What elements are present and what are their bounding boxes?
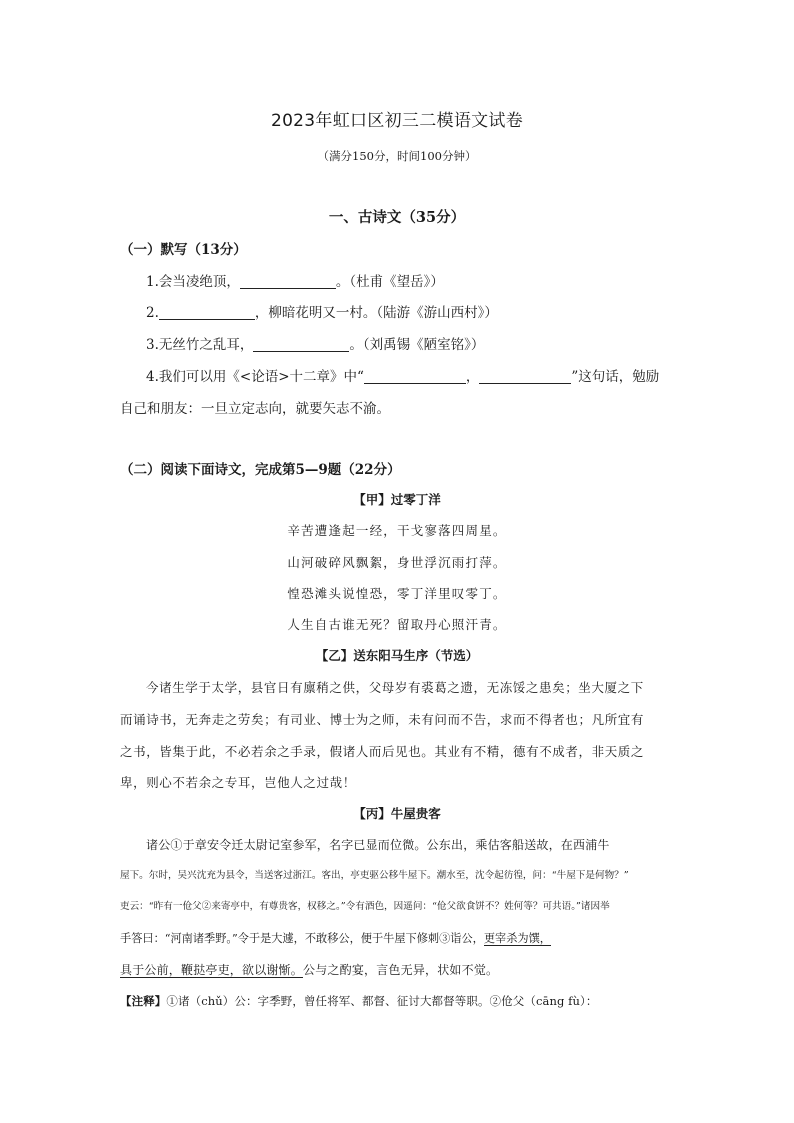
footnote — [120, 993, 598, 1009]
poem-line: 山河破碎风飘絮，身世浮沉雨打萍。 — [287, 555, 507, 570]
passage-yi-title: 【乙】送东阳马生序（节选） — [315, 648, 479, 663]
footnote-text: ①诸（chǔ）公：字季野，曾任将军、都督、征讨大都督等职。②伧父（cāng fù）： — [166, 994, 598, 1008]
passage-yi-line: 之书，皆集于此，不必若余之手录，假诸人而后见也。其业有不精，德有不成者，非天质之 — [120, 744, 645, 759]
q1-text-before: 1.会当凌绝顶， — [146, 274, 240, 290]
q2-text-before: 2. — [146, 305, 159, 321]
answer-blank — [159, 305, 255, 320]
passage-bing-text: 手答曰：“河南诸季野。”令于是大遽，不敢移公，便于牛屋下修刺③诣公， — [120, 932, 484, 945]
answer-blank — [240, 274, 336, 289]
passage-bing-line: 吏云：“昨有一伧父②来寄亭中，有尊贵客，权移之。”令有酒色，因遥问：“伧父欲食饼不？姓何等？可共语。”诸因举 — [120, 901, 610, 912]
footnote-label: 【注释】 — [120, 994, 167, 1008]
question-2 — [146, 301, 498, 321]
underlined-sentence: 更宰杀为馔， — [483, 932, 551, 945]
passage-bing-line: 屋下。尔时，吴兴沈充为县令，当送客过浙江。客出，亭吏驱公移牛屋下。潮水至，沈令起彷徨，问：“牛屋下是何物？” — [120, 870, 629, 881]
passage-bing-line — [120, 961, 498, 978]
passage-yi-line: 卑，则心不若余之专耳，岂他人之过哉！ — [120, 775, 356, 790]
poem-line: 人生自古谁无死？留取丹心照汗青。 — [287, 617, 507, 632]
question-1 — [146, 270, 444, 290]
q2-text-after: ，柳暗花明又一村。（陆游《游山西村》） — [254, 305, 498, 321]
passage-yi-line: 而诵诗书，无奔走之劳矣；有司业、博士为之师，未有问而不告，求而不得者也；凡所宜有 — [120, 712, 645, 727]
passage-bing-line — [120, 930, 551, 946]
poem-line: 辛苦遭逢起一经，干戈寥落四周星。 — [287, 523, 507, 538]
q3-text-before: 3.无丝竹之乱耳， — [146, 337, 254, 353]
poem-line: 惶恐滩头说惶恐，零丁洋里叹零丁。 — [287, 586, 507, 601]
underlined-sentence: 具于公前，鞭挞亭吏，欲以谢惭。 — [120, 963, 304, 977]
question-4-line2: 自己和朋友：一旦立定志向，就要矢志不渝。 — [120, 401, 390, 417]
part1-heading: （一）默写（13分） — [120, 242, 247, 258]
answer-blank — [253, 337, 349, 352]
q4-text-mid: ， — [465, 369, 480, 385]
answer-blank — [364, 369, 466, 384]
page-title: 2023年虹口区初三二模语文试卷 — [270, 111, 524, 131]
passage-bing-title: 【丙】牛屋贵客 — [353, 806, 441, 821]
page-subtitle: （满分150分，时间100分钟） — [317, 149, 477, 163]
poem-jia-title: 【甲】过零丁洋 — [353, 492, 441, 507]
part2-heading: （二）阅读下面诗文，完成第5—9题（22分） — [120, 462, 401, 478]
q1-text-after: 。（杜甫《望岳》） — [335, 274, 444, 290]
q4-text-before: 4.我们可以用《<论语>十二章》中“ — [146, 369, 364, 385]
question-3 — [146, 333, 484, 353]
passage-bing-text: 公与之酌宴，言色无异，状如不觉。 — [303, 963, 499, 977]
q3-text-after: 。（刘禹锡《陋室铭》） — [349, 337, 485, 353]
passage-bing-line: 诸公①于章安令迁太尉记室参军，名字已显而位微。公东出，乘估客船送故，在西浦牛 — [146, 838, 610, 852]
section-heading-classical-poetry: 一、古诗文（35分） — [328, 209, 466, 226]
answer-blank — [479, 369, 571, 384]
question-4 — [146, 365, 659, 385]
q4-text-after: ”这句话，勉励 — [571, 369, 660, 385]
passage-yi-line: 今诸生学于太学，县官日有廪稍之供，父母岁有裘葛之遗，无冻馁之患矣；坐大厦之下 — [146, 680, 644, 695]
